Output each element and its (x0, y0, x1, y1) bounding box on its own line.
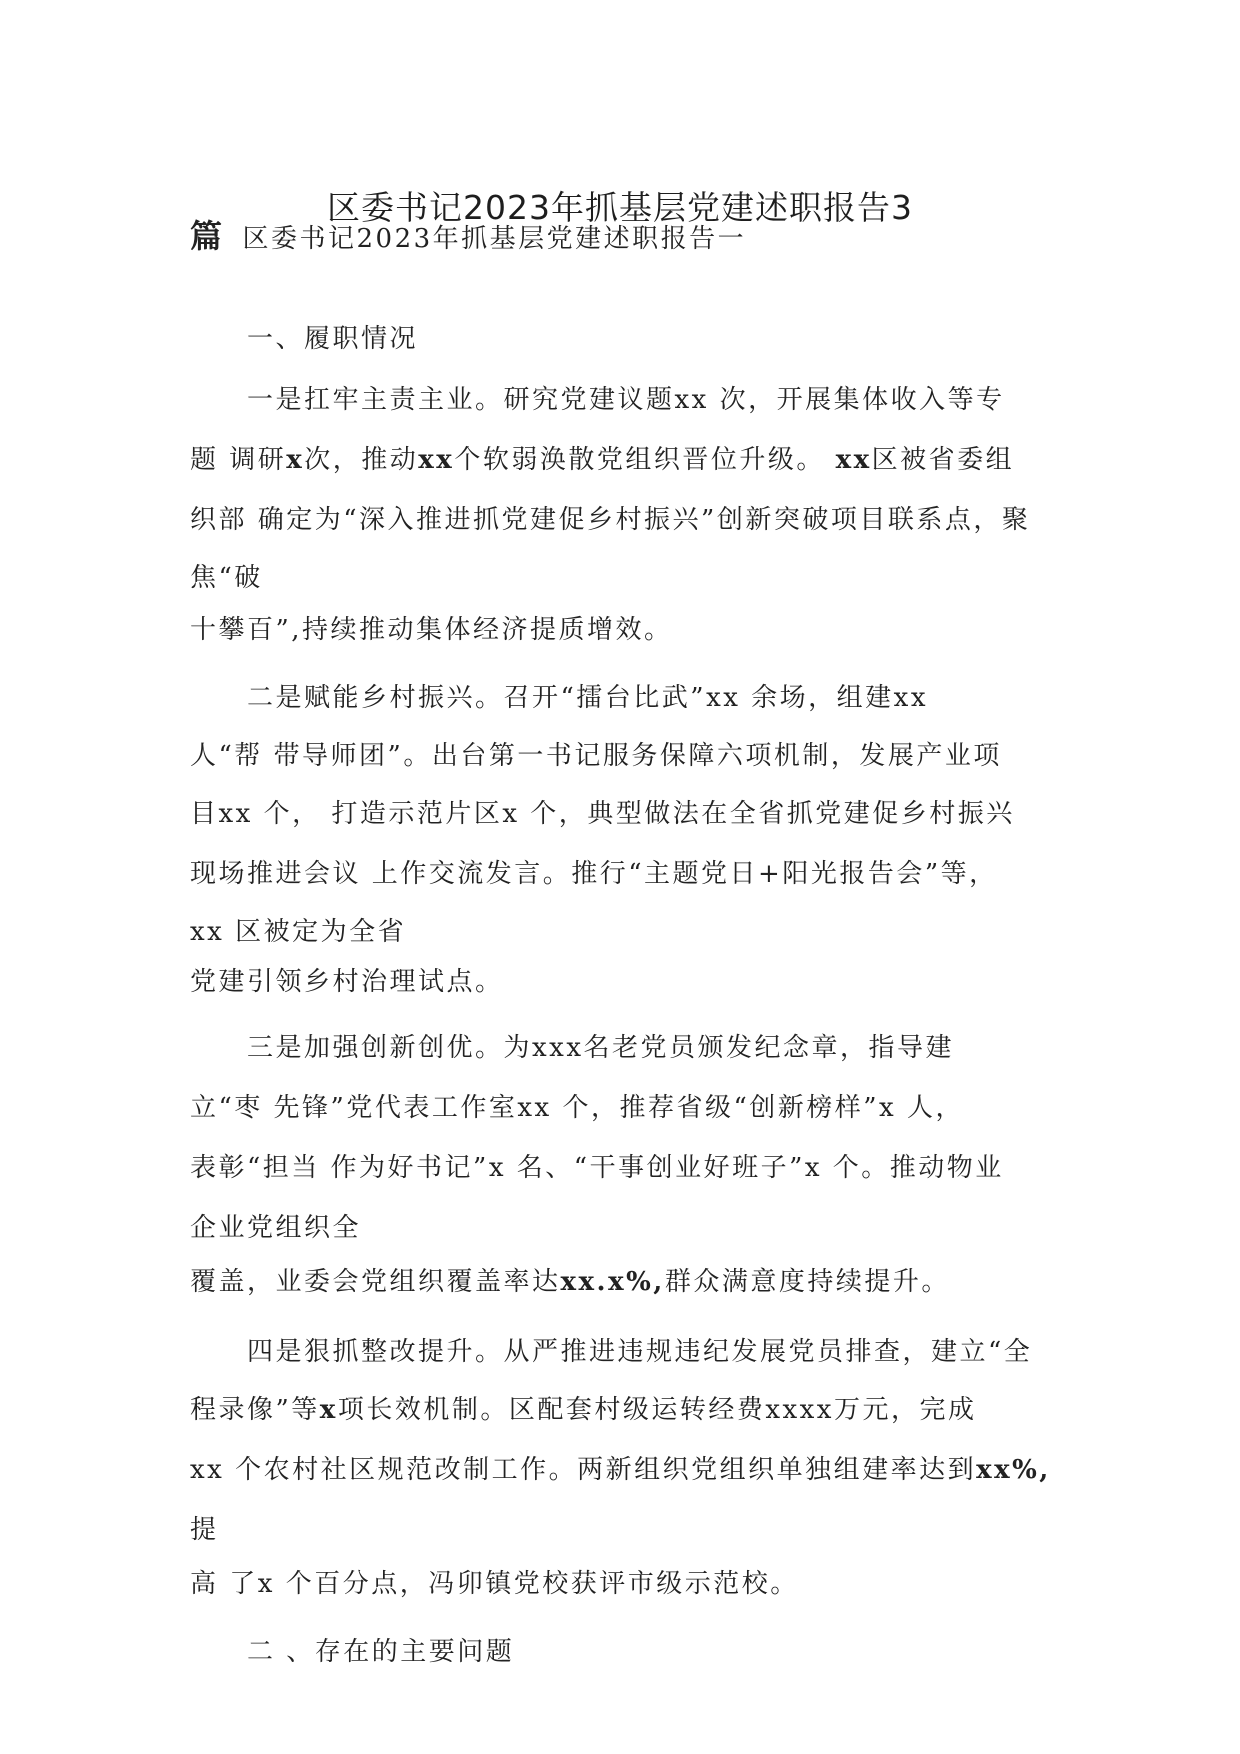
paragraph-1-line-4: 焦“破 (190, 563, 263, 593)
paragraph-2-line-3: 目xx 个， 打造示范片区x 个，典型做法在全省抓党建促乡村振兴 (190, 799, 1015, 829)
bold-run: xx (418, 445, 455, 475)
paragraph-3-line-1: 三是加强创新创优。为xxx名老党员颁发纪念章，指导建 (247, 1033, 954, 1063)
bold-run: x (319, 1395, 338, 1425)
bold-run: xx (835, 445, 872, 475)
text-run: 群众满意度持续提升。 (664, 1267, 950, 1297)
text-run: 次，推动 (304, 445, 419, 475)
text-run: xx 个农村社区规范改制工作。两新组织党组织单独组建率达到 (190, 1455, 977, 1485)
paragraph-3-line-4: 企业党组织全 (190, 1213, 362, 1243)
paragraph-2-line-2: 人“帮 带导师团”。出台第一书记服务保障六项机制，发展产业项 (190, 741, 1002, 771)
paragraph-2-line-5: xx 区被定为全省 (190, 917, 407, 947)
paragraph-2-line-1: 二是赋能乡村振兴。召开“擂台比武”xx 余场，组建xx (247, 683, 929, 713)
paragraph-1-line-5: 十攀百”,持续推动集体经济提质增效。 (190, 615, 673, 645)
subtitle-text: 区委书记2023年抓基层党建述职报告一 (242, 224, 747, 254)
bold-run: x (286, 445, 305, 475)
paragraph-1-line-2 (190, 444, 1014, 476)
paragraph-3-line-2: 立“枣 先锋”党代表工作室xx 个，推荐省级“创新榜样”x 人， (190, 1093, 964, 1123)
paragraph-1-line-1: 一是扛牢主责主业。研究党建议题xx 次，开展集体收入等专 (247, 385, 1005, 415)
paragraph-4-line-2 (190, 1394, 976, 1426)
paragraph-2-line-4: 现场推进会议 上作交流发言。推行“主题党日+阳光报告会”等， (190, 859, 998, 889)
subtitle-lead: 篇 (190, 217, 225, 255)
section-heading-2: 二 、存在的主要问题 (247, 1637, 515, 1667)
bold-run: xx%, (976, 1455, 1051, 1485)
paragraph-2-line-6: 党建引领乡村治理试点。 (190, 967, 504, 997)
text-run: 区被省委组 (871, 445, 1015, 475)
bold-run: xx.x%, (560, 1267, 665, 1297)
text-run: 覆盖，业委会党组织覆盖率达 (190, 1267, 561, 1297)
text-run: 题 调研 (190, 445, 287, 475)
document-title: 区委书记2023年抓基层党建述职报告3 (327, 188, 913, 227)
paragraph-3-line-5 (190, 1266, 950, 1298)
text-run: 个软弱涣散党组织晋位升级。 (454, 445, 836, 475)
paragraph-4-line-1: 四是狠抓整改提升。从严推进违规违纪发展党员排查，建立“全 (247, 1337, 1033, 1367)
paragraph-4-line-3 (190, 1454, 1051, 1486)
paragraph-3-line-3: 表彰“担当 作为好书记”x 名、“干事创业好班子”x 个。推动物业 (190, 1153, 1004, 1183)
section-heading-1: 一、履职情况 (247, 324, 419, 354)
text-run: 项长效机制。区配套村级运转经费xxxx万元，完成 (337, 1395, 977, 1425)
text-run: 程录像”等 (190, 1395, 320, 1425)
paragraph-4-line-5: 高 了x 个百分点，冯卯镇党校获评市级示范校。 (190, 1569, 799, 1599)
paragraph-4-line-4: 提 (190, 1515, 219, 1545)
subtitle-line (190, 217, 747, 255)
paragraph-1-line-3: 织部 确定为“深入推进抓党建促乡村振兴”创新突破项目联系点，聚 (190, 505, 1031, 535)
